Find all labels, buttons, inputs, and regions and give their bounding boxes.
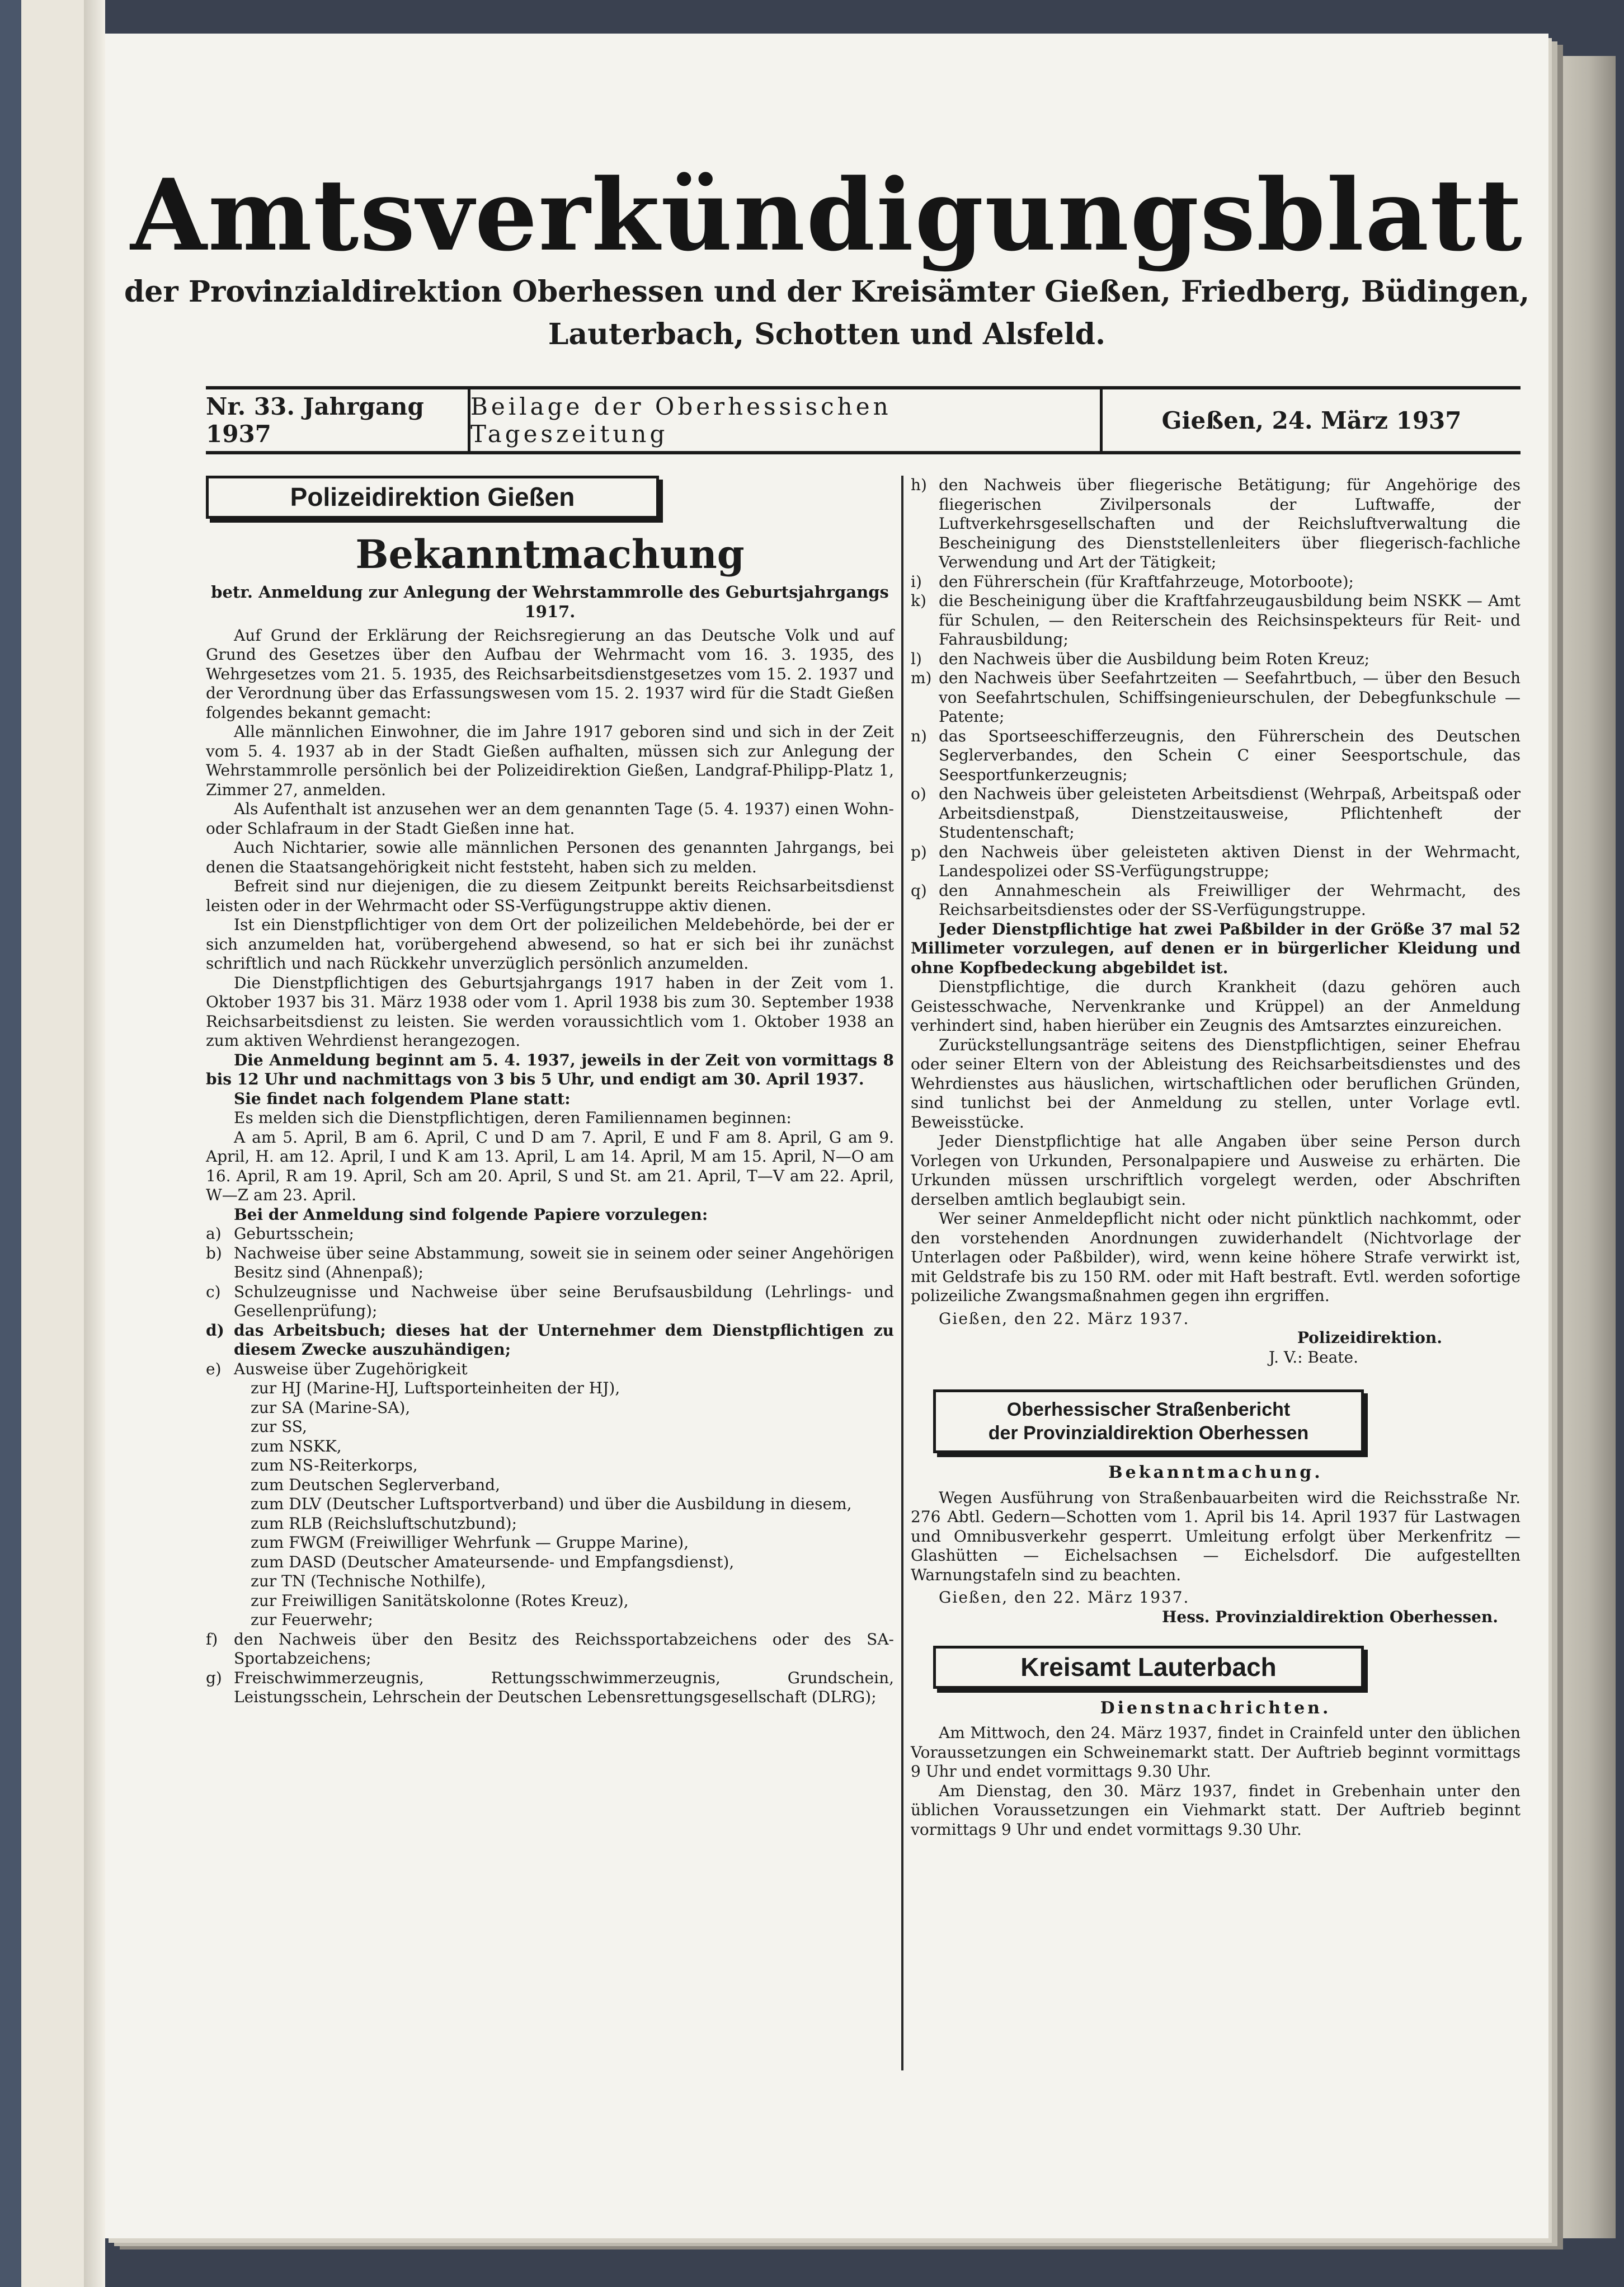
list-item <box>206 1321 894 1360</box>
binder-cover <box>0 0 21 2287</box>
list-label: n) <box>911 726 927 745</box>
signature-date: Gießen, den 22. März 1937. <box>939 1309 1190 1328</box>
membership-line: zum NS-Reiterkorps, <box>251 1456 418 1474</box>
membership-line: zur TN (Technische Nothilfe), <box>251 1572 486 1590</box>
paragraph: Als Aufenthalt ist anzusehen wer an dem genannten Tage (5. 4. 1937) einen Wohn- oder Schlafraum in der Stadt Gießen inne hat. <box>206 800 894 838</box>
paragraph: Wegen Ausführung von Straßenbauarbeiten wird die Reichsstraße Nr. 276 Abtl. Gedern—Schotten vom 1. April bis 14. April 1937 für Lastwagen und Omnibusverkehr gesperrt. Umleitung erfolgt über Merkenfritz — Glashütten — Eichelsachsen — Eichelsdorf. Die aufgestellten Warnungstafeln sind zu beachten. <box>911 1488 1521 1584</box>
list-label: k) <box>911 591 926 610</box>
right-column <box>911 476 1521 1839</box>
list-text: das Sportseeschifferzeugnis, den Führerschein des Deutschen Seglerverbandes, den Schein C einer Seesportschule, das Seesportfunkerzeugnis; <box>939 726 1521 784</box>
list-item <box>206 1669 894 1707</box>
membership-line: zum NSKK, <box>251 1436 342 1455</box>
list-item <box>206 1283 894 1321</box>
list-label: d) <box>206 1321 224 1340</box>
paragraph: Ist ein Dienstpflichtiger von dem Ort der polizeilichen Meldebehörde, bei der er sich anzumelden hat, vorübergehend abwesend, so hat er sich bei ihr zunächst schriftlich und nach Rückkehr unverzüglich persönlich anzumelden. <box>206 915 894 973</box>
issue-date-bar <box>206 386 1521 454</box>
column-divider <box>901 476 903 2070</box>
masthead <box>105 157 1548 354</box>
list-text: den Nachweis über fliegerische Betätigung; für Angehörige des fliegerischen Zivilpersonals der Luftwaffe, der Luftverkehrsgesellschaften und der Reichsluftverwaltung die Bescheinigung des Dienststellenleiters über fliegerisch-fachliche Verwendung und Art der Tätigkeit; <box>939 476 1521 571</box>
list-item <box>911 572 1521 592</box>
paragraph: Alle männlichen Einwohner, die im Jahre 1917 geboren sind und sich in der Zeit vom 5. 4. 1937 ab in der Stadt Gießen aufhalten, müssen sich zur Anlegung der Wehrstammrolle persönlich bei der Polizeidirektion Gießen, Landgraf-Philipp-Platz 1, Zimmer 27, anmelden. <box>206 722 894 799</box>
list-text: den Nachweis über Seefahrtzeiten — Seefahrtbuch, — über den Besuch von Seefahrtschulen, Schiffsingenieurschulen, der Debegfunkschule — Patente; <box>939 669 1521 726</box>
list-label: m) <box>911 669 932 687</box>
place-date: Gießen, 24. März 1937 <box>1161 406 1462 434</box>
list-label: q) <box>911 881 927 900</box>
membership-line: zur SA (Marine-SA), <box>251 1398 411 1417</box>
section-box-polizeidirektion: Polizeidirektion Gießen <box>206 476 659 519</box>
membership-line: zur HJ (Marine-HJ, Luftsporteinheiten der HJ), <box>251 1379 620 1397</box>
list-item <box>206 1360 894 1379</box>
list-text: Geburtsschein; <box>234 1224 354 1243</box>
section-box-kreisamt-lauterbach: Kreisamt Lauterbach <box>933 1646 1364 1689</box>
list-text: Ausweise über Zugehörigkeit <box>234 1359 468 1378</box>
issue-number: Nr. 33. Jahrgang 1937 <box>206 393 424 448</box>
paragraph: Am Mittwoch, den 24. März 1937, findet in Crainfeld unter den üblichen Voraussetzungen ein Schweinemarkt statt. Der Auftrieb beginnt vormittags 9 Uhr und endet vormittags 9.30 Uhr. <box>911 1724 1521 1781</box>
membership-line: zum DLV (Deutscher Luftsportverband) und über die Ausbildung in diesem, <box>251 1495 852 1513</box>
masthead-title: Amtsverkündigungsblatt <box>130 157 1523 273</box>
supplement-label: Beilage der Oberhessischen Tageszeitung <box>468 389 1103 451</box>
paragraph: Zurückstellungsanträge seitens des Dienstpflichtigen, seiner Ehefrau oder seiner Eltern von der Ableistung des Reichsarbeitsdienstes und des Wehrdienstes aus häuslichen, wirtschaftlichen oder beruflichen Gründen, sind tunlichst bei der Anmeldung zu stellen, unter Vorlage evtl. Beweisstücke. <box>911 1035 1521 1131</box>
section-heading: Bekanntmachung. <box>1108 1463 1323 1482</box>
section-date: Gießen, den 22. März 1937. <box>939 1588 1190 1607</box>
list-label: c) <box>206 1282 221 1301</box>
paragraph: Befreit sind nur diejenigen, die zu diesem Zeitpunkt bereits Reichsarbeitsdienst leisten oder in der Wehrmacht oder SS-Verfügungstruppe aktiv dienen. <box>206 877 894 915</box>
paragraph: Es melden sich die Dienstpflichtigen, deren Familiennamen beginnen: <box>234 1109 792 1127</box>
list-label: o) <box>911 785 926 803</box>
list-text: Schulzeugnisse und Nachweise über seine Berufsausbildung (Lehrlings- und Gesellenprüfung); <box>234 1282 894 1320</box>
signature-name: J. V.: Beate. <box>1269 1347 1358 1366</box>
membership-line: zum FWGM (Freiwilliger Wehrfunk — Gruppe Marine), <box>251 1533 689 1552</box>
list-text: den Nachweis über den Besitz des Reichssportabzeichens oder des SA-Sportabzeichens; <box>234 1629 894 1668</box>
paragraph: Wer seiner Anmeldepflicht nicht oder nicht pünktlich nachkommt, oder den vorstehenden Anordnungen zuwiderhandelt (Nichtvorlage der Unterlagen oder Paßbilder), wird, wenn keine höhere Strafe verwirkt ist, mit Geldstrafe bis zu 150 RM. oder mit Haft bestraft. Evtl. werden sofortige polizeiliche Zwangsmaßnahmen gegen ihn ergriffen. <box>911 1209 1521 1305</box>
paragraph-bold: Die Anmeldung beginnt am 5. 4. 1937, jeweils in der Zeit von vormittags 8 bis 12 Uhr und nachmittags von 3 bis 5 Uhr, und endigt am 30. April 1937. <box>206 1050 894 1088</box>
section-box-strassenbericht <box>933 1389 1364 1453</box>
list-text: den Nachweis über geleisteten Arbeitsdienst (Wehrpaß, Arbeitspaß oder Arbeitsdienstpaß, Dienstzeitausweise, Pflichtenheft der Studentenschaft; <box>939 785 1521 842</box>
list-text: den Nachweis über geleisteten aktiven Dienst in der Wehrmacht, Landespolizei oder SS-Verfügungstruppe; <box>939 842 1521 880</box>
list-label: e) <box>206 1359 222 1378</box>
list-item <box>911 881 1521 920</box>
list-item <box>911 785 1521 843</box>
list-item <box>206 1244 894 1283</box>
list-item <box>911 591 1521 650</box>
paragraph: Jeder Dienstpflichtige hat alle Angaben über seine Person durch Vorlegen von Urkunden, Personalpapiere und Ausweise zu erhärten. Die Urkunden müssen urschriftlich vorgelegt werden, oder Abschriften derselben amtlich beglaubigt sein. <box>911 1132 1521 1209</box>
signature-office: Polizeidirektion. <box>1297 1328 1442 1347</box>
announcement-subject: betr. Anmeldung zur Anlegung der Wehrstammrolle des Geburtsjahrgangs 1917. <box>211 582 889 621</box>
announcement-headline: Bekanntmachung <box>355 530 745 577</box>
list-label: l) <box>911 649 922 668</box>
paragraph: Auch Nichtarier, sowie alle männlichen Personen des genannten Jahrgangs, bei denen die Staatsangehörigkeit nicht feststeht, haben sich zu melden. <box>206 838 894 876</box>
paragraph: Am Dienstag, den 30. März 1937, findet in Grebenhain unter den üblichen Voraussetzungen ein Viehmarkt statt. Der Auftrieb beginnt vormittags 9 Uhr und endet vormittags 9.30 Uhr. <box>911 1781 1521 1839</box>
list-text: die Bescheinigung über die Kraftfahrzeugausbildung beim NSKK — Amt für Schulen, — den Reiterschein des Reichsinspekteurs für Reit- und Fahrausbildung; <box>939 591 1521 649</box>
list-label: p) <box>911 842 927 861</box>
membership-line: zur SS, <box>251 1417 307 1436</box>
paragraph: A am 5. April, B am 6. April, C und D am 7. April, E und F am 8. April, G am 9. April, H. am 12. April, I und K am 13. April, L am 14. April, M am 15. April, N—O am 16. April, R am 19. April, Sch am 20. April, S und St. am 21. April, T—V am 22. April, W—Z am 23. April. <box>206 1128 894 1204</box>
box-title-line-1: Oberhessischer Straßenbericht <box>1006 1399 1291 1420</box>
left-column <box>206 476 894 1707</box>
membership-line: zum Deutschen Seglerverband, <box>251 1475 500 1494</box>
membership-line: zur Feuerwehr; <box>251 1610 373 1629</box>
list-text: Freischwimmerzeugnis, Rettungsschwimmerzeugnis, Grundschein, Leistungsschein, Lehrschein der Deutschen Lebensrettungsgesellschaft (DLRG); <box>234 1668 894 1706</box>
list-item <box>911 727 1521 785</box>
list-label: b) <box>206 1243 222 1262</box>
box-title-line-2: der Provinzialdirektion Oberhessen <box>988 1422 1309 1444</box>
list-text: den Führerschein (für Kraftfahrzeuge, Motorboote); <box>939 572 1354 591</box>
section-heading: Dienstnachrichten. <box>1100 1698 1331 1718</box>
page-gutter <box>84 0 105 2287</box>
membership-line: zum RLB (Reichsluftschutzbund); <box>251 1514 517 1533</box>
list-item <box>911 843 1521 881</box>
list-item <box>911 476 1521 572</box>
list-label: h) <box>911 476 927 494</box>
paragraph: Die Dienstpflichtigen des Geburtsjahrgangs 1917 haben in der Zeit vom 1. Oktober 1937 bis 31. März 1938 oder vom 1. April 1938 bis zum 30. September 1938 Reichsarbeitsdienst zu leisten. Sie werden voraussichtlich vom 1. Oktober 1938 an zum aktiven Wehrdienst herangezogen. <box>206 973 894 1050</box>
list-item <box>911 669 1521 727</box>
paragraph-bold: Sie findet nach folgendem Plane statt: <box>234 1089 571 1108</box>
masthead-subtitle-line-1: der Provinzialdirektion Oberhessen und der Kreisämter Gießen, Friedberg, Büdingen, <box>124 275 1530 309</box>
paragraph: Auf Grund der Erklärung der Reichsregierung an das Deutsche Volk und auf Grund des Gesetzes über den Aufbau der Wehrmacht vom 16. 3. 1935, des Wehrgesetzes vom 21. 5. 1935, des Reichsarbeitsdienstgesetzes vom 15. 2. 1937 und der Verordnung über das Erfassungswesen vom 15. 2. 1937 wird für die Stadt Gießen folgendes bekannt gemacht: <box>206 626 894 722</box>
membership-line: zum DASD (Deutscher Amateursende- und Empfangsdienst), <box>251 1552 735 1571</box>
list-label: a) <box>206 1224 222 1243</box>
list-text: das Arbeitsbuch; dieses hat der Unternehmer dem Dienstpflichtigen zu diesem Zwecke auszuhändigen; <box>234 1321 894 1359</box>
list-text: Nachweise über seine Abstammung, soweit sie in seinem oder seiner Angehörigen Besitz sind (Ahnenpaß); <box>234 1243 894 1281</box>
stacked-pages-edge <box>1548 56 1616 2238</box>
masthead-subtitle-line-2: Lauterbach, Schotten und Alsfeld. <box>548 317 1106 351</box>
paragraph: Dienstpflichtige, die durch Krankheit (dazu gehören auch Geistesschwache, Nervenkranke und Krüppel) an der Anmeldung verhindert sind, haben hierüber ein Zeugnis des Amtsarztes einzureichen. <box>911 978 1521 1035</box>
list-text: den Annahmeschein als Freiwilliger der Wehrmacht, des Reichsarbeitsdienstes oder der SS-Verfügungstruppe. <box>939 881 1521 919</box>
list-label: f) <box>206 1629 218 1649</box>
paragraph-bold: Bei der Anmeldung sind folgende Papiere vorzulegen: <box>234 1205 708 1224</box>
list-text: den Nachweis über die Ausbildung beim Roten Kreuz; <box>939 649 1370 668</box>
list-label: g) <box>206 1668 222 1687</box>
paragraph-bold: Jeder Dienstpflichtige hat zwei Paßbilder in der Größe 37 mal 52 Millimeter vorzulegen, auf denen er in bürgerlicher Kleidung und ohne Kopfbedeckung abgebildet ist. <box>911 919 1521 977</box>
list-item <box>206 1630 894 1669</box>
newspaper-page <box>105 34 1548 2238</box>
membership-line: zur Freiwilligen Sanitätskolonne (Rotes Kreuz), <box>251 1591 629 1610</box>
list-item <box>911 650 1521 669</box>
list-item <box>206 1224 894 1244</box>
list-label: i) <box>911 572 922 591</box>
section-signature: Hess. Provinzialdirektion Oberhessen. <box>1161 1607 1498 1626</box>
